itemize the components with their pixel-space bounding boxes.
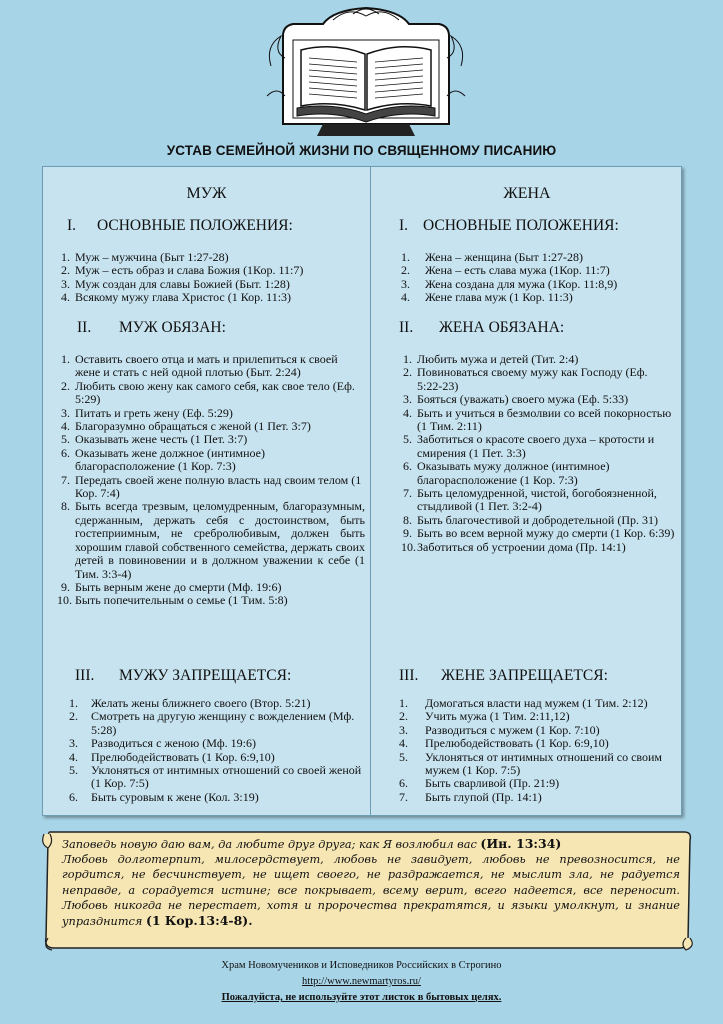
list-item: 4. Благоразумно обращаться с женой (1 Пет. 3:7) bbox=[61, 419, 311, 434]
section-number: I. bbox=[399, 217, 409, 234]
list-item: 8. Быть всегда трезвым, целомудренным, благоразумным, сдержанным, держать себя с достоинством, быть гостеприимным, не сребролюбивым, должен быть хорошим главой собственного семейства, держать своих детей в повиновении и в должном уважении к себе (1 Тим. 3:3-4) bbox=[61, 499, 365, 581]
list-item: 2. Муж – есть образ и слава Божия (1Кор. 11:7) bbox=[61, 263, 304, 278]
list-item: 1. Домогаться власти над мужем (1 Тим. 2:12) bbox=[399, 696, 648, 710]
list-item: 9. Быть во всем верной мужу до смерти (1 Кор. 6:39) bbox=[403, 526, 675, 541]
wife-section-2-heading bbox=[399, 321, 564, 334]
list-item: 3. Жена создана для мужа (1Кор. 11:8,9) bbox=[401, 276, 618, 291]
section-title: МУЖ ОБЯЗАН: bbox=[119, 319, 226, 336]
wife-section-3-list bbox=[399, 697, 675, 804]
list-item: 6. Оказывать мужу должное (интимное) благорасположение (1 Кор. 7:3) bbox=[403, 459, 610, 487]
list-item: 3. Муж создан для славы Божией (Быт. 1:28) bbox=[61, 276, 290, 291]
love-scroll bbox=[40, 828, 694, 952]
wife-section-1-list bbox=[401, 251, 677, 305]
list-item: 2. Учить мужа (1 Тим. 2:11,12) bbox=[399, 709, 570, 724]
list-item: 1. Желать жены ближнего своего (Втор. 5:21) bbox=[69, 696, 311, 710]
husband-section-2-list bbox=[57, 352, 365, 608]
list-item: 7. Передать своей жене полную власть над своим телом (1 Кор. 7:4) bbox=[61, 472, 362, 501]
list-item: 2. Смотреть на другую женщину с вожделением (Мф. 5:28) bbox=[69, 709, 355, 737]
list-item: 2. Жена – есть слава мужа (1Кор. 11:7) bbox=[401, 263, 610, 278]
list-item: 4. Прелюбодействовать (1 Кор. 6:9,10) bbox=[69, 749, 275, 764]
church-website-link[interactable]: http://www.newmartyros.ru/ bbox=[302, 976, 421, 987]
husband-heading: МУЖ bbox=[186, 185, 227, 202]
page-title: УСТАВ СЕМЕЙНОЙ ЖИЗНИ ПО СВЯЩЕННОМУ ПИСАНИЮ bbox=[166, 143, 557, 158]
list-item: 7. Быть целомудренной, чистой, богобоязненной, стыдливой (1 Пет. 3:2-4) bbox=[403, 486, 657, 514]
list-item: 2. Любить свою жену как самого себя, как свое тело (Еф. 5:29) bbox=[61, 378, 355, 407]
list-item: 3. Питать и греть жену (Еф. 5:29) bbox=[61, 405, 233, 420]
love-passage: Любовь долготерпит, милосердствует, любовь не завидует, любовь не превозносится, не гордится, не бесчинствует, не ищет своего, не раздражается, не мыслит зла, не радуется неправде, а сорадуется истине; все покрывает, всему верит, всего надеется, все переносит. Любовь никогда не перестает, хотя и пророчества прекратятся, и языки умолкнут, и знание упразднится bbox=[62, 853, 680, 929]
section-number: III. bbox=[75, 667, 95, 684]
list-item: 5. Уклоняться от интимных отношений со своей женой (1 Кор. 7:5) bbox=[69, 763, 362, 791]
wife-section-2-list bbox=[403, 353, 675, 554]
list-item: 3. Разводиться с женою (Мф. 19:6) bbox=[69, 736, 257, 751]
list-item: 8. Быть благочестивой и добродетельной (Пр. 31) bbox=[403, 512, 659, 527]
husband-column bbox=[43, 167, 370, 815]
husband-section-3-list bbox=[69, 697, 365, 804]
list-item: 1. Любить мужа и детей (Тит. 2:4) bbox=[403, 352, 579, 366]
section-number: II. bbox=[399, 319, 414, 336]
wife-section-1-heading bbox=[399, 219, 619, 232]
list-item: 10. Заботиться об устроении дома (Пр. 14:1) bbox=[401, 539, 626, 554]
husband-section-2-heading bbox=[77, 321, 226, 334]
passage-reference: (1 Кор.13:4-8). bbox=[145, 913, 253, 929]
list-item: 1. Жена – женщина (Быт 1:27-28) bbox=[401, 250, 584, 264]
wife-section-3-heading bbox=[399, 669, 608, 682]
wife-heading: ЖЕНА bbox=[503, 185, 551, 202]
list-item: 1. Муж – мужчина (Быт 1:27-28) bbox=[61, 250, 229, 264]
section-title: МУЖУ ЗАПРЕЩАЕТСЯ: bbox=[119, 667, 292, 684]
list-item: 4. Жене глава муж (1 Кор. 11:3) bbox=[401, 290, 573, 305]
list-item: 4. Прелюбодействовать (1 Кор. 6:9,10) bbox=[399, 736, 609, 751]
usage-notice: Пожалуйста, не используйте этот листок в бытовых целях. bbox=[221, 992, 502, 1003]
list-item: 5. Заботиться о красоте своего духа – кротости и смирения (1 Пет. 3:3) bbox=[403, 432, 655, 460]
list-item: 1. Оставить своего отца и мать и прилепиться к своей жене и стать с ней одной плотью (Быт. 2:24) bbox=[61, 352, 338, 380]
list-item: 2. Повиноваться своему мужу как Господу (Еф. 5:22-23) bbox=[403, 365, 648, 393]
section-number: II. bbox=[77, 319, 92, 336]
list-item: 4. Быть и учиться в безмолвии со всей покорностью (1 Тим. 2:11) bbox=[403, 405, 672, 434]
list-item: 9. Быть верным жене до смерти (Мф. 19:6) bbox=[61, 579, 282, 594]
list-item: 4. Всякому мужу глава Христос (1 Кор. 11:3) bbox=[61, 290, 292, 305]
list-item: 6. Оказывать жене должное (интимное) благорасположение (1 Кор. 7:3) bbox=[61, 445, 266, 474]
open-book-illustration bbox=[263, 6, 469, 138]
list-item: 5. Оказывать жене честь (1 Пет. 3:7) bbox=[61, 432, 248, 447]
list-item: 5. Уклоняться от интимных отношений со своим мужем (1 Кор. 7:5) bbox=[399, 749, 663, 778]
list-item: 3. Бояться (уважать) своего мужа (Еф. 5:33) bbox=[403, 392, 629, 407]
list-item: 10. Быть попечительным о семье (1 Тим. 5:8) bbox=[57, 593, 288, 608]
church-name: Храм Новомучеников и Исповедников Российских в Строгино bbox=[221, 960, 502, 971]
husband-section-3-heading bbox=[75, 669, 291, 682]
commandment-reference: (Ин. 13:34) bbox=[480, 836, 562, 851]
section-title: ОСНОВНЫЕ ПОЛОЖЕНИЯ: bbox=[97, 217, 293, 234]
list-item: 3. Разводиться с мужем (1 Кор. 7:10) bbox=[399, 722, 600, 737]
commandment-line: Заповедь новую даю вам, да любите друг друга; как Я возлюбил вас bbox=[62, 838, 477, 851]
section-title: ОСНОВНЫЕ ПОЛОЖЕНИЯ: bbox=[423, 217, 619, 234]
rules-table bbox=[42, 166, 682, 816]
husband-section-1-heading bbox=[67, 219, 293, 232]
list-item: 6. Быть сварливой (Пр. 21:9) bbox=[399, 776, 560, 791]
scroll-text bbox=[62, 836, 680, 929]
wife-column bbox=[371, 167, 683, 815]
section-title: ЖЕНЕ ЗАПРЕЩАЕТСЯ: bbox=[441, 667, 608, 684]
section-number: III. bbox=[399, 667, 419, 684]
section-title: ЖЕНА ОБЯЗАНА: bbox=[439, 319, 565, 336]
list-item: 7. Быть глупой (Пр. 14:1) bbox=[399, 789, 542, 804]
section-number: I. bbox=[67, 217, 77, 234]
list-item: 6. Быть суровым к жене (Кол. 3:19) bbox=[69, 789, 259, 804]
husband-section-1-list bbox=[61, 251, 361, 305]
